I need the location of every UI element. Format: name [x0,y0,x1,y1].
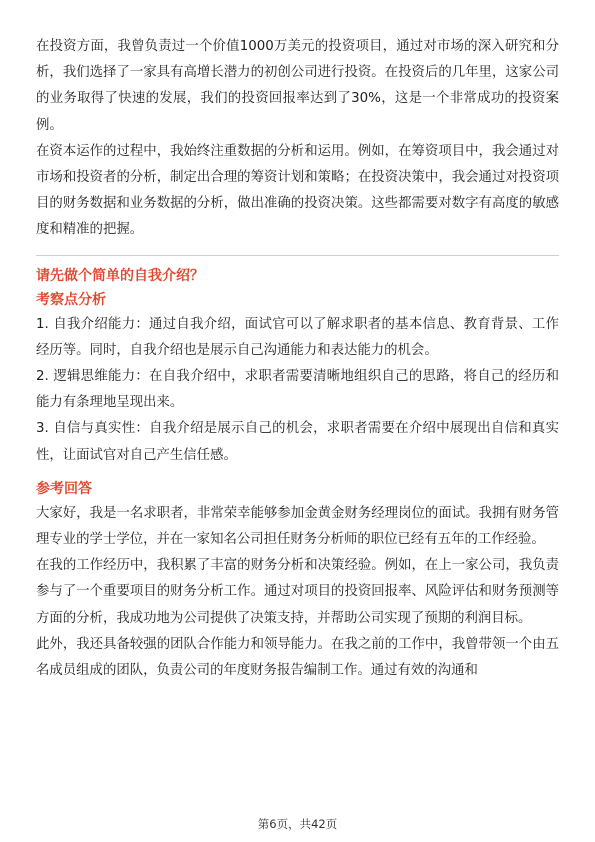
analysis-point: 3. 自信与真实性：自我介绍是展示自己的机会，求职者需要在介绍中展现出自信和真实性，让面试官对自己产生信任感。 [36,421,559,463]
question-title: 请先做个简单的自我介绍？ [36,267,204,284]
analysis-point: 2. 逻辑思维能力：在自我介绍中，求职者需要清晰地组织自己的思路，将自己的经历和能力有条理地呈现出来。 [36,369,559,411]
analysis-heading: 考察点分析 [36,291,106,308]
answer-heading: 参考回答 [36,480,92,497]
section-divider [36,255,559,256]
answer-paragraph: 在我的工作经历中，我积累了丰富的财务分析和决策经验。例如，在上一家公司，我负责参与了一个重要项目的财务分析工作。通过对项目的投资回报率、风险评估和财务预测等方面的分析，我成功地为公司提供了决策支持，并帮助公司实现了预期的利润目标。 [36,558,559,626]
intro-paragraph: 在资本运作的过程中，我始终注重数据的分析和运用。例如，在筹资项目中，我会通过对市场和投资者的分析，制定出合理的筹资计划和策略；在投资决策中，我会通过对投资项目的财务数据和业务数据的分析，做出准确的投资决策。这些都需要对数字有高度的敏感度和精准的把握。 [36,143,559,238]
page-content [36,34,559,684]
answer-paragraph: 大家好，我是一名求职者，非常荣幸能够参加金黄金财务经理岗位的面试。我拥有财务管理专业的学士学位，并在一家知名公司担任财务分析师的职位已经有五年的工作经验。 [36,505,559,548]
analysis-point: 1. 自我介绍能力：通过自我介绍，面试官可以了解求职者的基本信息、教育背景、工作经历等。同时，自我介绍也是展示自己沟通能力和表达能力的机会。 [36,316,559,358]
page-number: 第6页，共42页 [257,817,338,831]
answer-paragraph: 此外，我还具备较强的团队合作能力和领导能力。在我之前的工作中，我曾带领一个由五名成员组成的团队，负责公司的年度财务报告编制工作。通过有效的沟通和 [36,636,559,679]
intro-paragraph: 在投资方面，我曾负责过一个价值1000万美元的投资项目，通过对市场的深入研究和分析，我们选择了一家具有高增长潜力的初创公司进行投资。在投资后的几年里，这家公司的业务取得了快速的发展，我们的投资回报率达到了30%，这是一个非常成功的投资案例。 [36,39,559,133]
